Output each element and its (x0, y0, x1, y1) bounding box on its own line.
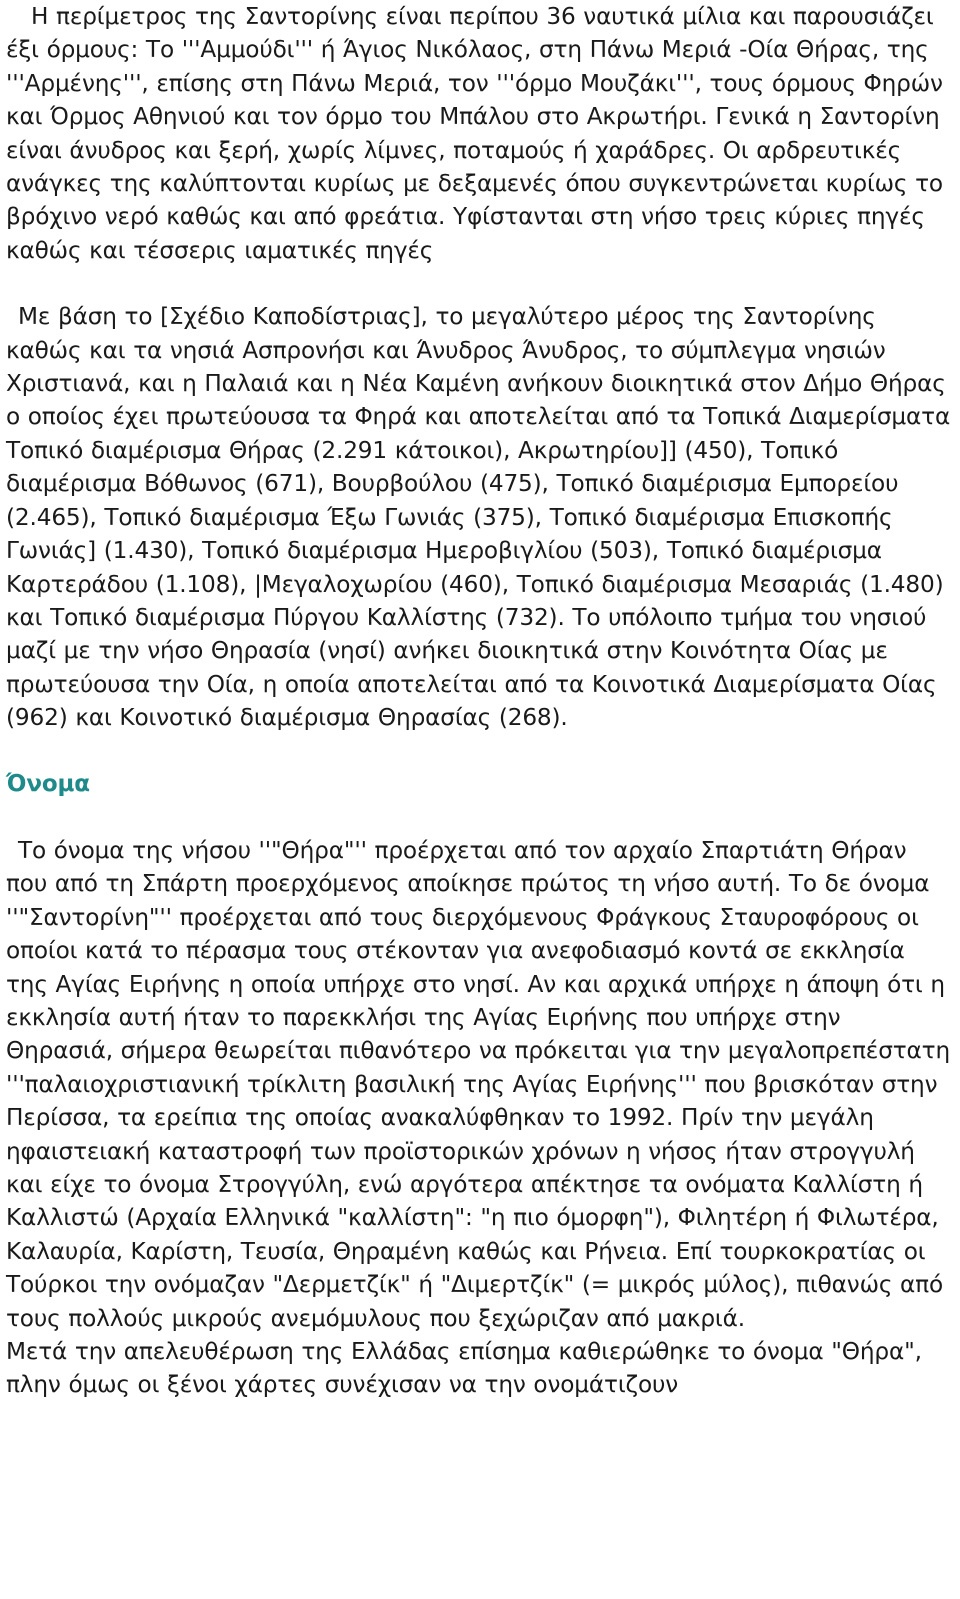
document-page (6, 0, 954, 1402)
paragraph-administration: Με βάση το [Σχέδιο Καποδίστριας], το μεγαλύτερο μέρος της Σαντορίνης καθώς και τα νησιά Ασπρονήσι και Άνυδρος Άνυδρος, το σύμπλεγμα νησιών Χριστιανά, και η Παλαιά και η Νέα Καμένη ανήκουν διοικητικά στον Δήμο Θήρας ο οποίος έχει πρωτεύουσα τα Φηρά και αποτελείται από τα Τοπικά Διαμερίσματα Τοπικό διαμέρισμα Θήρας (2.291 κάτοικοι), Ακρωτηρίου]] (450), Τοπικό διαμέρισμα Βόθωνος (671), Βουρβούλου (475), Τοπικό διαμέρισμα Εμπορείου (2.465), Τοπικό διαμέρισμα Έξω Γωνιάς (375), Τοπικό διαμέρισμα Επισκοπής Γωνιάς] (1.430), Τοπικό διαμέρισμα Ημεροβιγλίου (503), Τοπικό διαμέρισμα Καρτεράδου (1.108), |Μεγαλοχωρίου (460), Τοπικό διαμέρισμα Μεσαριάς (1.480) και Τοπικό διαμέρισμα Πύργου Καλλίστης (732). Το υπόλοιπο τμήμα του νησιού μαζί με την νήσο Θηρασία (νησί) ανήκει διοικητικά στην Κοινότητα Οίας με πρωτεύουσα την Οία, η οποία αποτελείται από τα Κοινοτικά Διαμερίσματα Οίας (962) και Κοινοτικό διαμέρισμα Θηρασίας (268). (6, 303, 951, 732)
paragraph-after-liberation: Μετά την απελευθέρωση της Ελλάδας επίσημα καθιερώθηκε το όνομα "Θήρα", πλην όμως οι ξένοι χάρτες συνέχισαν να την ονομάτιζουν (6, 1338, 922, 1399)
section-heading-name: Όνομα (6, 770, 90, 797)
paragraph-name-origin: Το όνομα της νήσου ''"Θήρα"'' προέρχεται από τον αρχαίο Σπαρτιάτη Θήραν που από τη Σπάρτη προερχόμενος αποίκησε πρώτος τη νήσο αυτή. Το δε όνομα ''"Σαντορίνη"'' προέρχεται από τους διερχόμενους Φράγκους Σταυροφόρους οι οποίοι κατά το πέρασμα τους στέκονταν για ανεφοδιασμό κοντά σε εκκλησία της Αγίας Ειρήνης η οποία υπήρχε στο νησί. Αν και αρχικά υπήρχε η άποψη ότι η εκκλησία αυτή ήταν το παρεκκλήσι της Αγίας Ειρήνης που υπήρχε στην Θηρασιά, σήμερα θεωρείται πιθανότερο να πρόκειται για την μεγαλοπρεπέστατη '''παλαιοχριστιανική τρίκλιτη βασιλική της Αγίας Ειρήνης''' που βρισκόταν στην Περίσσα, τα ερείπια της οποίας ανακαλύφθηκαν το 1992. Πρίν την μεγάλη ηφαιστειακή καταστροφή των προϊστορικών χρόνων η νήσος ήταν στρογγυλή και είχε το όνομα Στρογγύλη, ενώ αργότερα απέκτησε τα ονόματα Καλλίστη ή Καλλιστώ (Αρχαία Ελληνικά "καλλίστη": "η πιο όμορφη"), Φιλητέρη ή Φιλωτέρα, Καλαυρία, Καρίστη, Τευσία, Θηραμένη καθώς και Ρήνεια. Επί τουρκοκρατίας οι Τούρκοι την ονόμαζαν "Δερμετζίκ" ή "Διμερτζίκ" (= μικρός μύλος), πιθανώς από τους πολλούς μικρούς ανεμόμυλους που ξεχώριζαν από μακριά. (6, 836, 951, 1332)
paragraph-perimeter: Η περίμετρος της Σαντορίνης είναι περίπου 36 ναυτικά μίλια και παρουσιάζει έξι όρμους: Το '''Αμμούδι''' ή Άγιος Νικόλαος, στη Πάνω Μεριά -Οία Θήρας, της '''Αρμένης''', επίσης στη Πάνω Μεριά, τον '''όρμο Μουζάκι''', τους όρμους Φηρών και Όρμος Αθηνιού και τον όρμο του Μπάλου στο Ακρωτήρι. Γενικά η Σαντορίνη είναι άνυδρος και ξερή, χωρίς λίμνες, ποταμούς ή χαράδρες. Οι αρδρευτικές ανάγκες της καλύπτονται κυρίως με δεξαμενές όπου συγκεντρώνεται κυρίως το βρόχινο νερό καθώς και από φρεάτια. Υφίστανται στη νήσο τρεις κύριες πηγές καθώς και τέσσερις ιαματικές πηγές (6, 3, 943, 264)
